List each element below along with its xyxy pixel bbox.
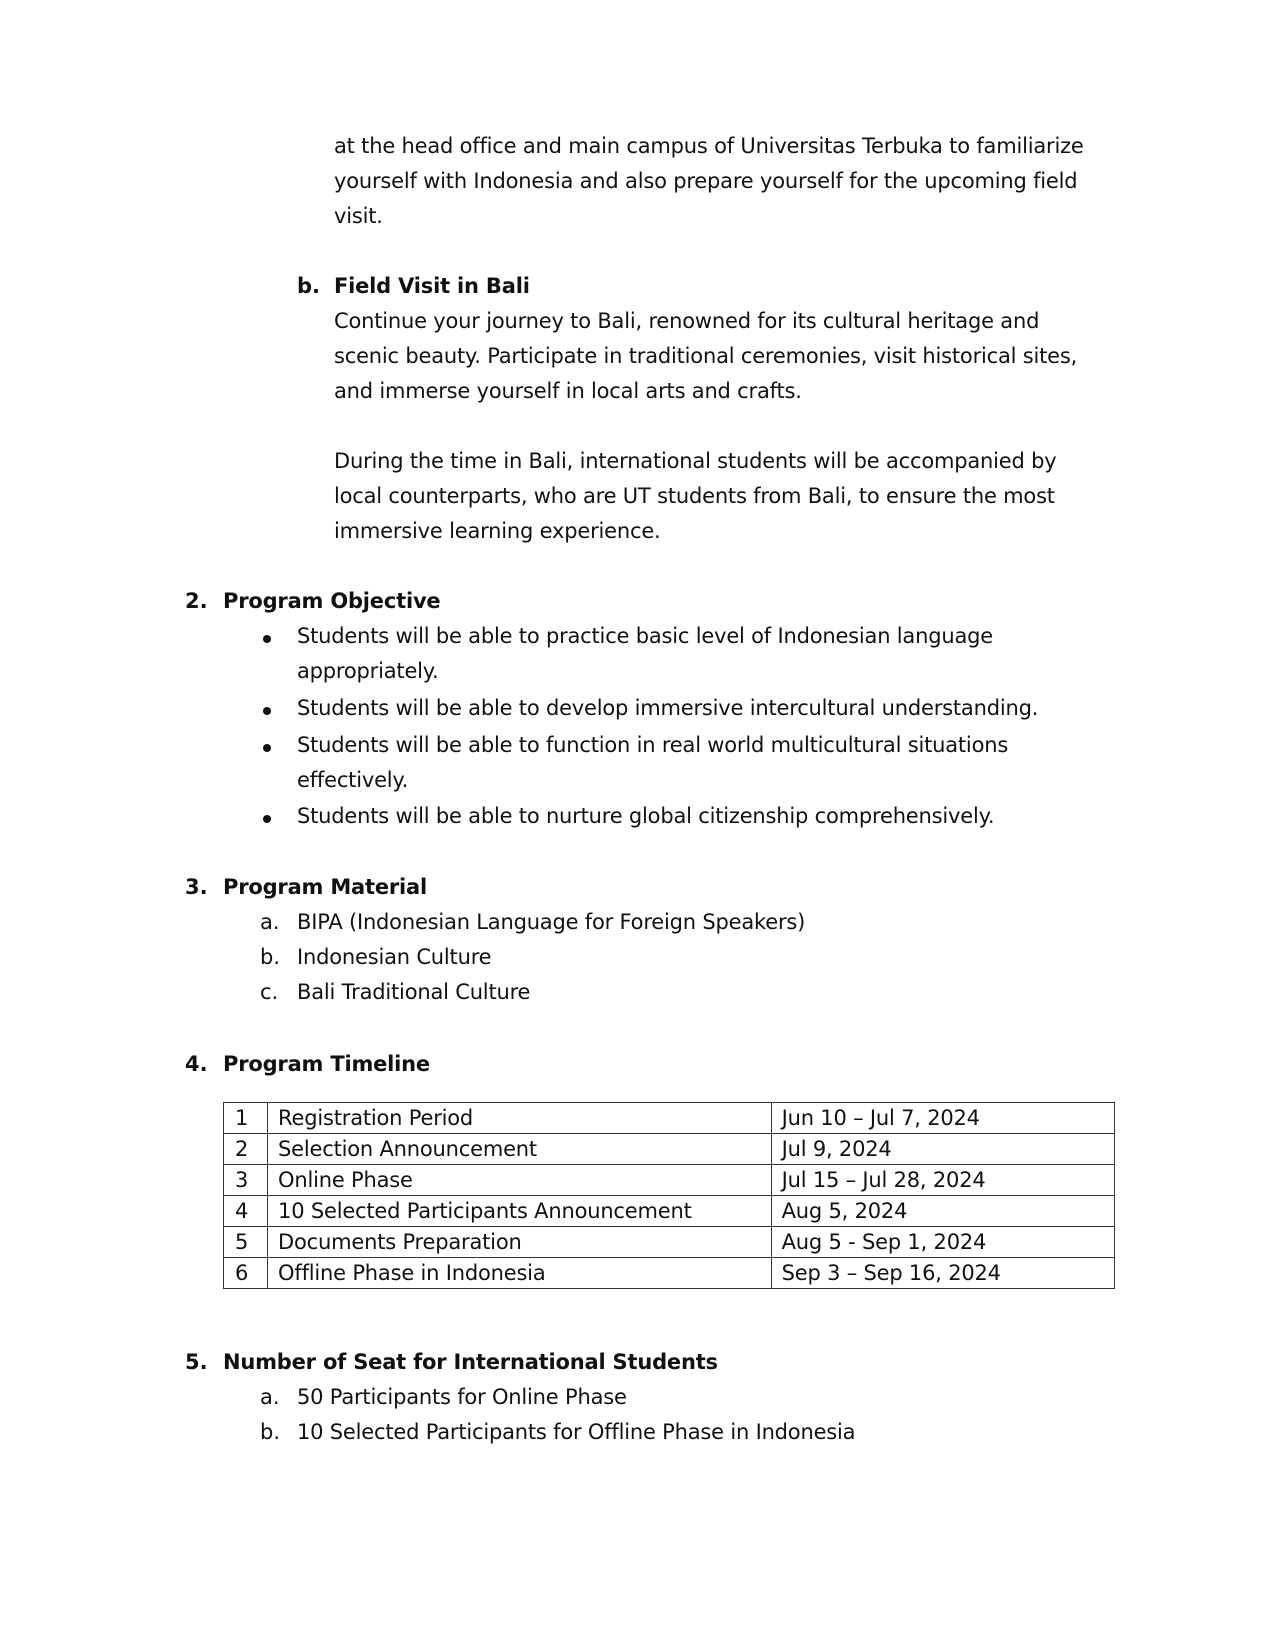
field-visit-para2-line-2: local counterparts, who are UT students from Bali, to ensure the most bbox=[334, 484, 1055, 508]
table-row bbox=[224, 1196, 1115, 1227]
row-number: 4 bbox=[224, 1196, 268, 1227]
row-number: 3 bbox=[224, 1165, 268, 1196]
seats-number: 5. bbox=[185, 1350, 208, 1374]
row-date: Aug 5 - Sep 1, 2024 bbox=[771, 1227, 1114, 1258]
row-event: Offline Phase in Indonesia bbox=[268, 1258, 772, 1289]
seats-item-marker: a. bbox=[260, 1385, 280, 1409]
row-date: Jul 9, 2024 bbox=[771, 1134, 1114, 1165]
material-item-marker: c. bbox=[260, 980, 279, 1004]
row-date: Aug 5, 2024 bbox=[771, 1196, 1114, 1227]
bullet-icon bbox=[263, 635, 271, 643]
material-item: Indonesian Culture bbox=[297, 945, 492, 969]
objective-bullet-3-line-1: Students will be able to function in real world multicultural situations bbox=[297, 733, 1009, 757]
row-event: 10 Selected Participants Announcement bbox=[268, 1196, 772, 1227]
field-visit-para1-line-1: Continue your journey to Bali, renowned for its cultural heritage and bbox=[334, 309, 1040, 333]
intro-line-1: at the head office and main campus of Universitas Terbuka to familiarize bbox=[334, 134, 1084, 158]
objective-number: 2. bbox=[185, 589, 208, 613]
field-visit-para2-line-3: immersive learning experience. bbox=[334, 519, 661, 543]
objective-bullet-1-line-2: appropriately. bbox=[297, 659, 439, 683]
row-number: 5 bbox=[224, 1227, 268, 1258]
row-number: 2 bbox=[224, 1134, 268, 1165]
objective-bullet-1-line-1: Students will be able to practice basic level of Indonesian language bbox=[297, 624, 993, 648]
table-row bbox=[224, 1165, 1115, 1196]
objective-heading: Program Objective bbox=[223, 589, 441, 613]
table-row bbox=[224, 1258, 1115, 1289]
table-row bbox=[224, 1134, 1115, 1165]
row-date: Jun 10 – Jul 7, 2024 bbox=[771, 1103, 1114, 1134]
objective-bullet-2: Students will be able to develop immersive intercultural understanding. bbox=[297, 696, 1039, 720]
intro-line-3: visit. bbox=[334, 204, 383, 228]
table-row bbox=[224, 1227, 1115, 1258]
seats-item: 10 Selected Participants for Offline Phase in Indonesia bbox=[297, 1420, 856, 1444]
row-event: Registration Period bbox=[268, 1103, 772, 1134]
material-item-marker: b. bbox=[260, 945, 281, 969]
timeline-table bbox=[223, 1102, 1115, 1289]
seats-heading: Number of Seat for International Students bbox=[223, 1350, 718, 1374]
bullet-icon bbox=[263, 707, 271, 715]
intro-line-2: yourself with Indonesia and also prepare yourself for the upcoming field bbox=[334, 169, 1078, 193]
row-event: Online Phase bbox=[268, 1165, 772, 1196]
seats-item-marker: b. bbox=[260, 1420, 281, 1444]
material-item: Bali Traditional Culture bbox=[297, 980, 531, 1004]
row-number: 6 bbox=[224, 1258, 268, 1289]
row-event: Selection Announcement bbox=[268, 1134, 772, 1165]
seats-item: 50 Participants for Online Phase bbox=[297, 1385, 627, 1409]
field-visit-para2-line-1: During the time in Bali, international students will be accompanied by bbox=[334, 449, 1057, 473]
field-visit-para1-line-3: and immerse yourself in local arts and crafts. bbox=[334, 379, 802, 403]
bullet-icon bbox=[263, 744, 271, 752]
bullet-icon bbox=[263, 815, 271, 823]
row-number: 1 bbox=[224, 1103, 268, 1134]
material-item: BIPA (Indonesian Language for Foreign Speakers) bbox=[297, 910, 806, 934]
objective-bullet-4: Students will be able to nurture global citizenship comprehensively. bbox=[297, 804, 995, 828]
field-visit-para1-line-2: scenic beauty. Participate in traditional ceremonies, visit historical sites, bbox=[334, 344, 1078, 368]
timeline-number: 4. bbox=[185, 1052, 208, 1076]
timeline-heading: Program Timeline bbox=[223, 1052, 430, 1076]
field-visit-heading: Field Visit in Bali bbox=[334, 274, 530, 298]
table-row bbox=[224, 1103, 1115, 1134]
objective-bullet-3-line-2: effectively. bbox=[297, 768, 409, 792]
field-visit-marker: b. bbox=[297, 274, 321, 298]
material-heading: Program Material bbox=[223, 875, 428, 899]
row-date: Jul 15 – Jul 28, 2024 bbox=[771, 1165, 1114, 1196]
material-item-marker: a. bbox=[260, 910, 280, 934]
material-number: 3. bbox=[185, 875, 208, 899]
row-event: Documents Preparation bbox=[268, 1227, 772, 1258]
row-date: Sep 3 – Sep 16, 2024 bbox=[771, 1258, 1114, 1289]
